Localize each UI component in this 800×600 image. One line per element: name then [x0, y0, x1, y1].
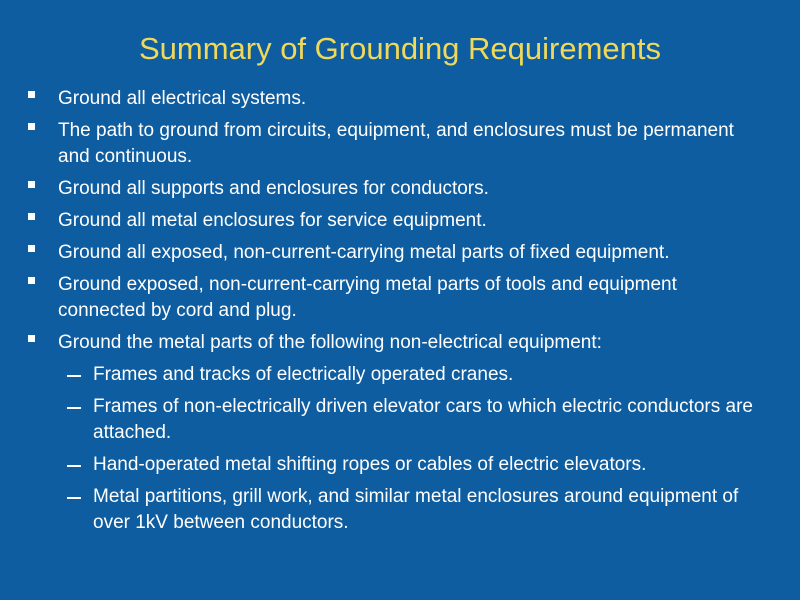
square-bullet-icon: [28, 91, 35, 98]
dash-bullet-icon: [67, 465, 81, 467]
bullet-item: [26, 272, 766, 324]
bullet-item: [26, 330, 766, 356]
bullet-item: [26, 240, 766, 266]
bullet-text: Ground the metal parts of the following non-electrical equipment:: [58, 332, 602, 353]
sub-bullet-item: [26, 484, 766, 536]
bullet-item: [26, 208, 766, 234]
sub-bullet-text: Frames and tracks of electrically operated cranes.: [93, 364, 514, 385]
dash-bullet-icon: [67, 375, 81, 377]
square-bullet-icon: [28, 335, 35, 342]
dash-bullet-icon: [67, 407, 81, 409]
sub-bullet-text: Frames of non-electrically driven elevator cars to which electric conductors are attached.: [93, 396, 753, 443]
sub-bullet-item: [26, 394, 766, 446]
sub-bullet-text: Hand-operated metal shifting ropes or cables of electric elevators.: [93, 454, 647, 475]
dash-bullet-icon: [67, 497, 81, 499]
bullet-item: [26, 118, 766, 170]
square-bullet-icon: [28, 277, 35, 284]
bullet-text: The path to ground from circuits, equipment, and enclosures must be permanent and continuous.: [58, 120, 734, 167]
bullet-text: Ground all supports and enclosures for conductors.: [58, 178, 489, 199]
bullet-text: Ground all metal enclosures for service equipment.: [58, 210, 487, 231]
sub-bullet-item: [26, 452, 766, 478]
sub-bullet-text: Metal partitions, grill work, and similar metal enclosures around equipment of over 1kV between conductors.: [93, 486, 739, 533]
square-bullet-icon: [28, 213, 35, 220]
bullet-item: [26, 86, 766, 112]
bullet-text: Ground all exposed, non-current-carrying metal parts of fixed equipment.: [58, 242, 670, 263]
bullet-list: [26, 86, 766, 542]
square-bullet-icon: [28, 245, 35, 252]
bullet-text: Ground exposed, non-current-carrying metal parts of tools and equipment connected by cord and plug.: [58, 274, 677, 321]
bullet-text: Ground all electrical systems.: [58, 88, 307, 109]
slide-title: Summary of Grounding Requirements: [138, 31, 662, 66]
square-bullet-icon: [28, 123, 35, 130]
square-bullet-icon: [28, 181, 35, 188]
bullet-item: [26, 176, 766, 202]
sub-bullet-item: [26, 362, 766, 388]
